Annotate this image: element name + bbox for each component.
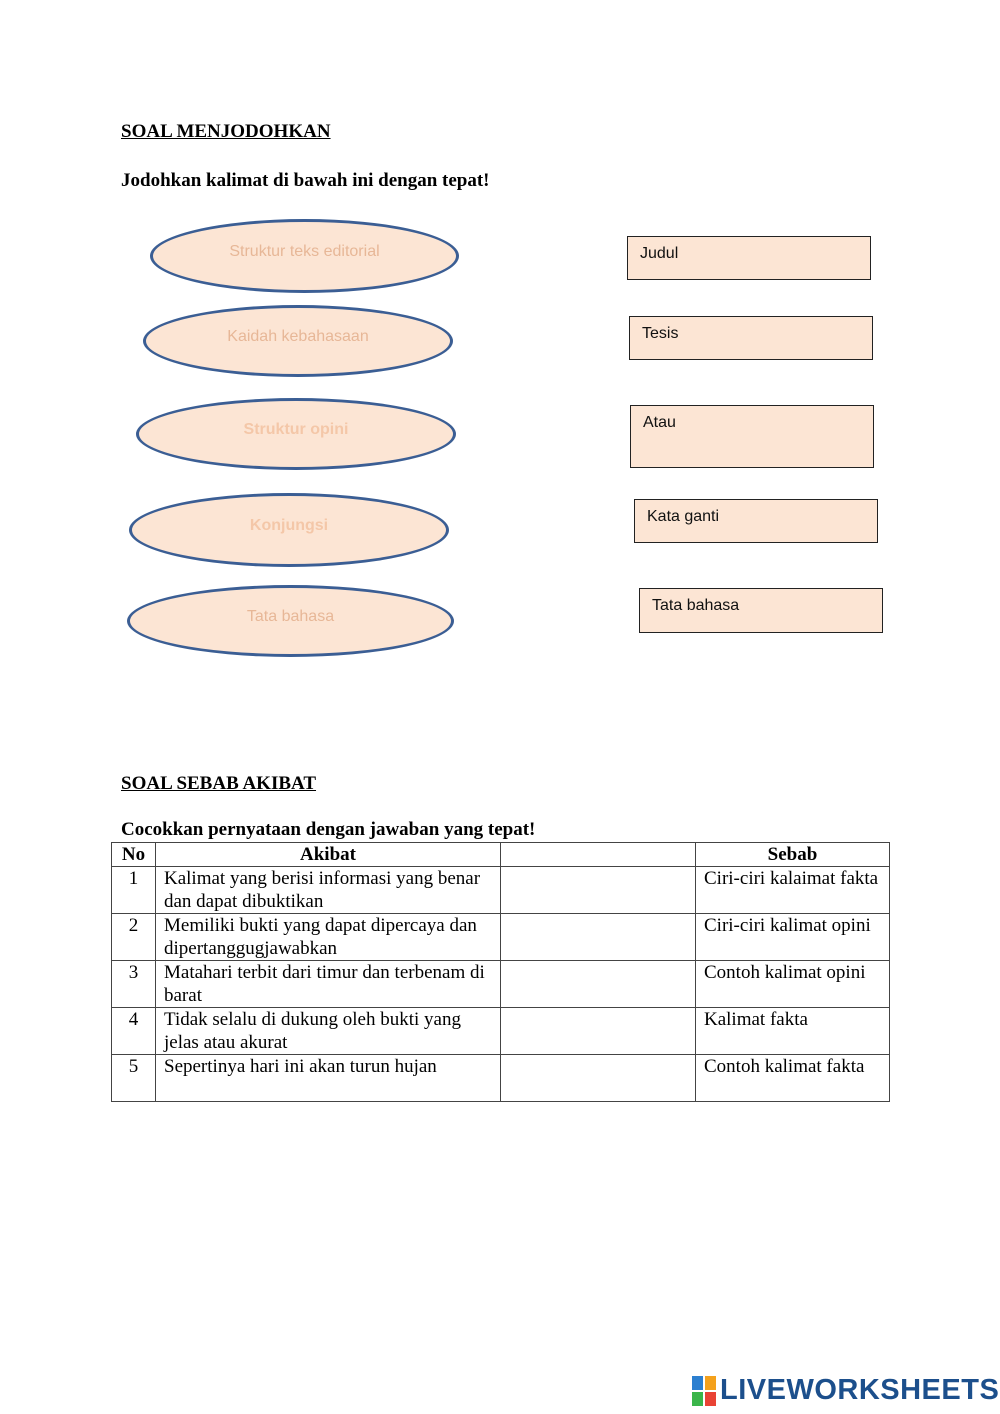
- match-left-label: Struktur opini: [243, 421, 349, 438]
- row-sebab[interactable]: Ciri-ciri kalimat opini: [696, 914, 890, 961]
- match-left-label: Kaidah kebahasaan: [227, 328, 369, 345]
- match-right-item-5[interactable]: [639, 588, 883, 633]
- match-left-item-2[interactable]: [143, 305, 453, 377]
- answer-drop-cell[interactable]: [501, 961, 696, 1008]
- section1-instruction: Jodohkan kalimat di bawah ini dengan tepat!: [121, 170, 490, 191]
- logo-text: LIVEWORKSHEETS: [720, 1374, 1000, 1406]
- match-right-item-1[interactable]: [627, 236, 871, 280]
- match-right-label: Judul: [640, 245, 679, 262]
- section1-heading: SOAL MENJODOHKAN: [121, 121, 331, 142]
- section2-heading: SOAL SEBAB AKIBAT: [121, 773, 317, 794]
- row-number: 4: [112, 1008, 156, 1055]
- header-akibat: Akibat: [156, 843, 501, 867]
- match-right-label: Atau: [643, 414, 676, 431]
- row-number: 3: [112, 961, 156, 1008]
- row-sebab[interactable]: Kalimat fakta: [696, 1008, 890, 1055]
- match-right-label: Kata ganti: [647, 508, 720, 525]
- table-row: [112, 914, 890, 961]
- header-sebab: Sebab: [696, 843, 890, 867]
- row-akibat: Matahari terbit dari timur dan terbenam di barat: [156, 961, 501, 1008]
- row-akibat: Memiliki bukti yang dapat dipercaya dan dipertanggugjawabkan: [156, 914, 501, 961]
- match-right-label: Tesis: [642, 325, 679, 342]
- table-header-row: [112, 843, 890, 867]
- table-row: [112, 1055, 890, 1102]
- row-akibat: Sepertinya hari ini akan turun hujan: [156, 1055, 501, 1102]
- row-sebab[interactable]: Contoh kalimat fakta: [696, 1055, 890, 1102]
- row-number: 5: [112, 1055, 156, 1102]
- table-row: [112, 961, 890, 1008]
- match-right-item-3[interactable]: [630, 405, 874, 468]
- row-number: 1: [112, 867, 156, 914]
- match-left-item-5[interactable]: [127, 585, 454, 657]
- match-right-label: Tata bahasa: [652, 597, 740, 614]
- match-left-item-4[interactable]: [129, 493, 449, 567]
- answer-drop-cell[interactable]: [501, 1055, 696, 1102]
- table-row: [112, 867, 890, 914]
- match-right-item-2[interactable]: [629, 316, 873, 360]
- match-left-label: Konjungsi: [249, 517, 329, 534]
- answer-drop-cell[interactable]: [501, 914, 696, 961]
- answer-drop-cell[interactable]: [501, 1008, 696, 1055]
- match-left-item-3[interactable]: [136, 398, 456, 470]
- answer-drop-cell[interactable]: [501, 867, 696, 914]
- match-right-item-4[interactable]: [634, 499, 878, 543]
- row-number: 2: [112, 914, 156, 961]
- row-sebab[interactable]: Contoh kalimat opini: [696, 961, 890, 1008]
- match-left-label: Tata bahasa: [246, 608, 335, 625]
- logo-mark-icon: [692, 1376, 716, 1406]
- row-sebab[interactable]: Ciri-ciri kalaimat fakta: [696, 867, 890, 914]
- match-left-label: Struktur teks editorial: [229, 243, 380, 260]
- section2-instruction: Cocokkan pernyataan dengan jawaban yang tepat!: [121, 819, 536, 840]
- row-akibat: Tidak selalu di dukung oleh bukti yang jelas atau akurat: [156, 1008, 501, 1055]
- liveworksheets-logo: [692, 1374, 999, 1407]
- cause-effect-table: [111, 842, 890, 1102]
- match-left-item-1[interactable]: [150, 219, 459, 293]
- row-akibat: Kalimat yang berisi informasi yang benar dan dapat dibuktikan: [156, 867, 501, 914]
- table-row: [112, 1008, 890, 1055]
- header-no: No: [112, 843, 156, 867]
- header-blank: [501, 843, 696, 867]
